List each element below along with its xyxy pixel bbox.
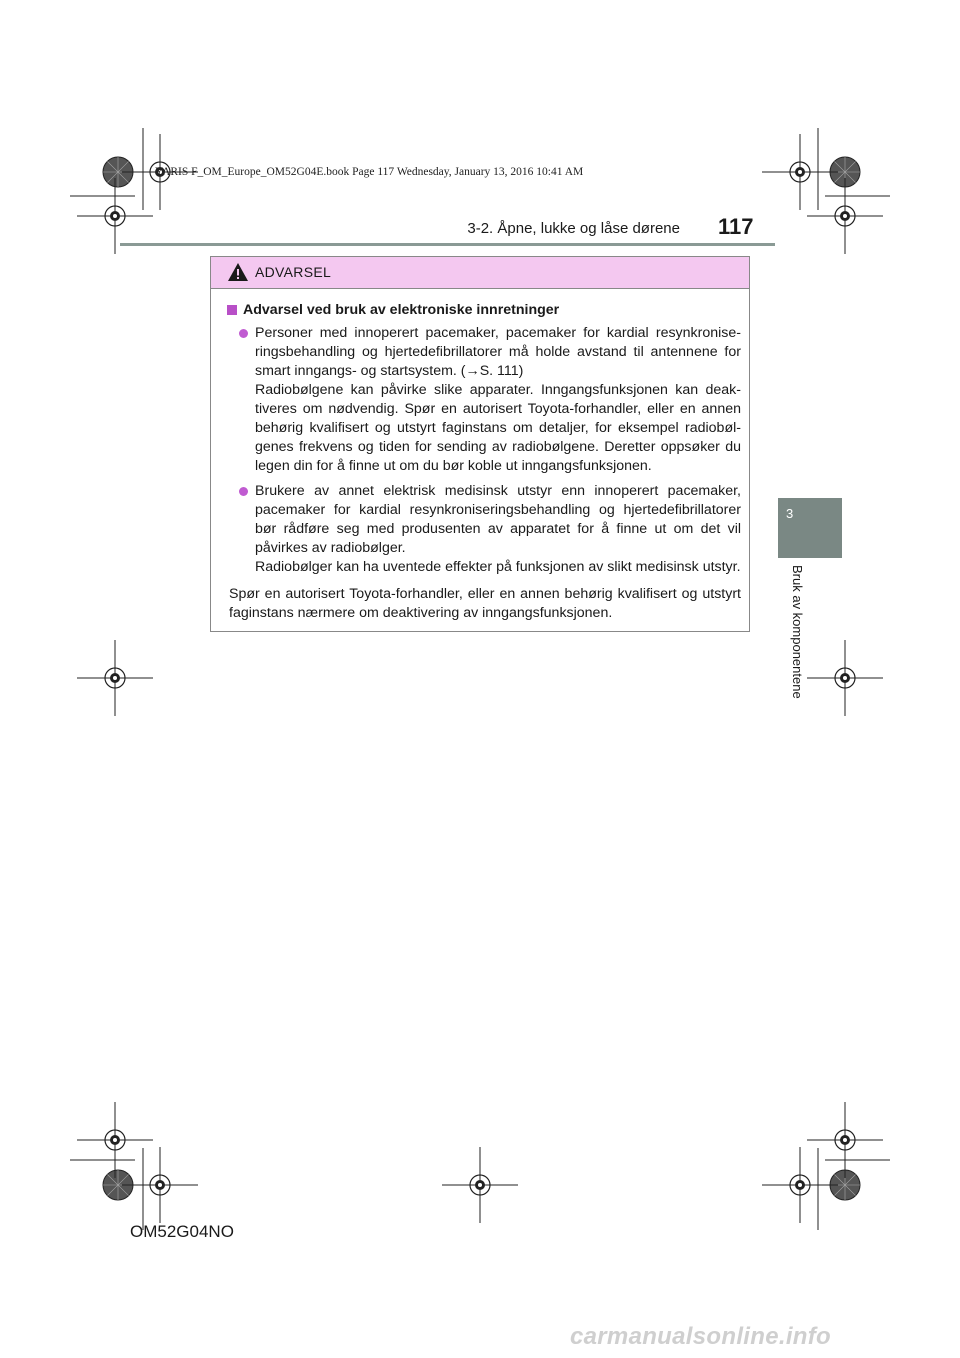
- list-item: [227, 482, 741, 577]
- closing-paragraph: Spør en autorisert Toyota-forhandler, eller en annen behørig kvalifisert og utstyrt faginstans nærmere om deaktivering av inngangsfunksjonen.: [229, 586, 741, 621]
- registration-cross-icon: [122, 1147, 198, 1223]
- warning-title: ADVARSEL: [255, 264, 332, 280]
- watermark: carmanualsonline.info: [570, 1323, 832, 1350]
- footer-code: OM52G04NO: [130, 1222, 234, 1241]
- square-bullet-icon: [227, 305, 237, 315]
- print-info-line: YARIS F_OM_Europe_OM52G04E.book Page 117 Wednesday, January 13, 2016 10:41 AM: [155, 166, 584, 178]
- warning-body: [211, 289, 749, 623]
- registration-cross-icon: [442, 1147, 518, 1223]
- warning-closing: [229, 585, 741, 623]
- warning-subheading-text: Advarsel ved bruk av elektroniske innretninger: [243, 302, 560, 318]
- chapter-label: Bruk av komponentene: [790, 565, 805, 699]
- item-paragraph: Personer med innoperert pacemaker, pacemaker for kardial resynkronise-ringsbehandling og hjertedefibrillatorer må holde avstand til antennene for smart inngangs- og startsystem. (→S. 111): [255, 325, 741, 379]
- chapter-number: 3: [786, 506, 794, 521]
- circle-bullet-icon: [239, 487, 248, 496]
- item-paragraph: Radiobølger kan ha uventede effekter på funksjonen av slikt medisinsk utstyr.: [255, 559, 741, 575]
- circle-bullet-icon: [239, 329, 248, 338]
- warning-box: [210, 256, 750, 632]
- list-item: [227, 324, 741, 476]
- chapter-tab: [778, 498, 842, 558]
- section-title: 3-2. Åpne, lukke og låse dørene: [467, 220, 680, 237]
- item-paragraph: Brukere av annet elektrisk medisinsk utstyr enn innoperert pacemaker, pacemaker for kardial resynkroniseringsbehandling og hjertedefibrillatorer bør rådføre seg med produsenten av apparatet for å finne ut om det vil påvirkes av radiobølger.: [255, 483, 741, 556]
- page-number: 117: [718, 214, 754, 239]
- registration-cross-icon: [77, 1102, 153, 1178]
- warning-triangle-icon: [227, 262, 249, 282]
- registration-cross-icon: [807, 640, 883, 716]
- registration-cross-icon: [77, 640, 153, 716]
- item-paragraph: Radiobølgene kan påvirke slike apparater. Inngangsfunksjonen kan deak-tiveres om nødvendig. Spør en autorisert Toyota-forhandler, eller en annen behørig kvalifisert og utstyrt faginstans om detaljer, for eksempel radiobøl-genes frekvens og tiden for sending av radiobølgene. Deretter oppsøker du legen din for å finne ut om du bør koble ut inngangsfunksjonen.: [255, 382, 741, 474]
- registration-cross-icon: [762, 134, 838, 210]
- warning-subheading: [227, 301, 741, 320]
- header-rule: [120, 243, 775, 246]
- registration-cross-icon: [762, 1147, 838, 1223]
- warning-header: [211, 257, 749, 289]
